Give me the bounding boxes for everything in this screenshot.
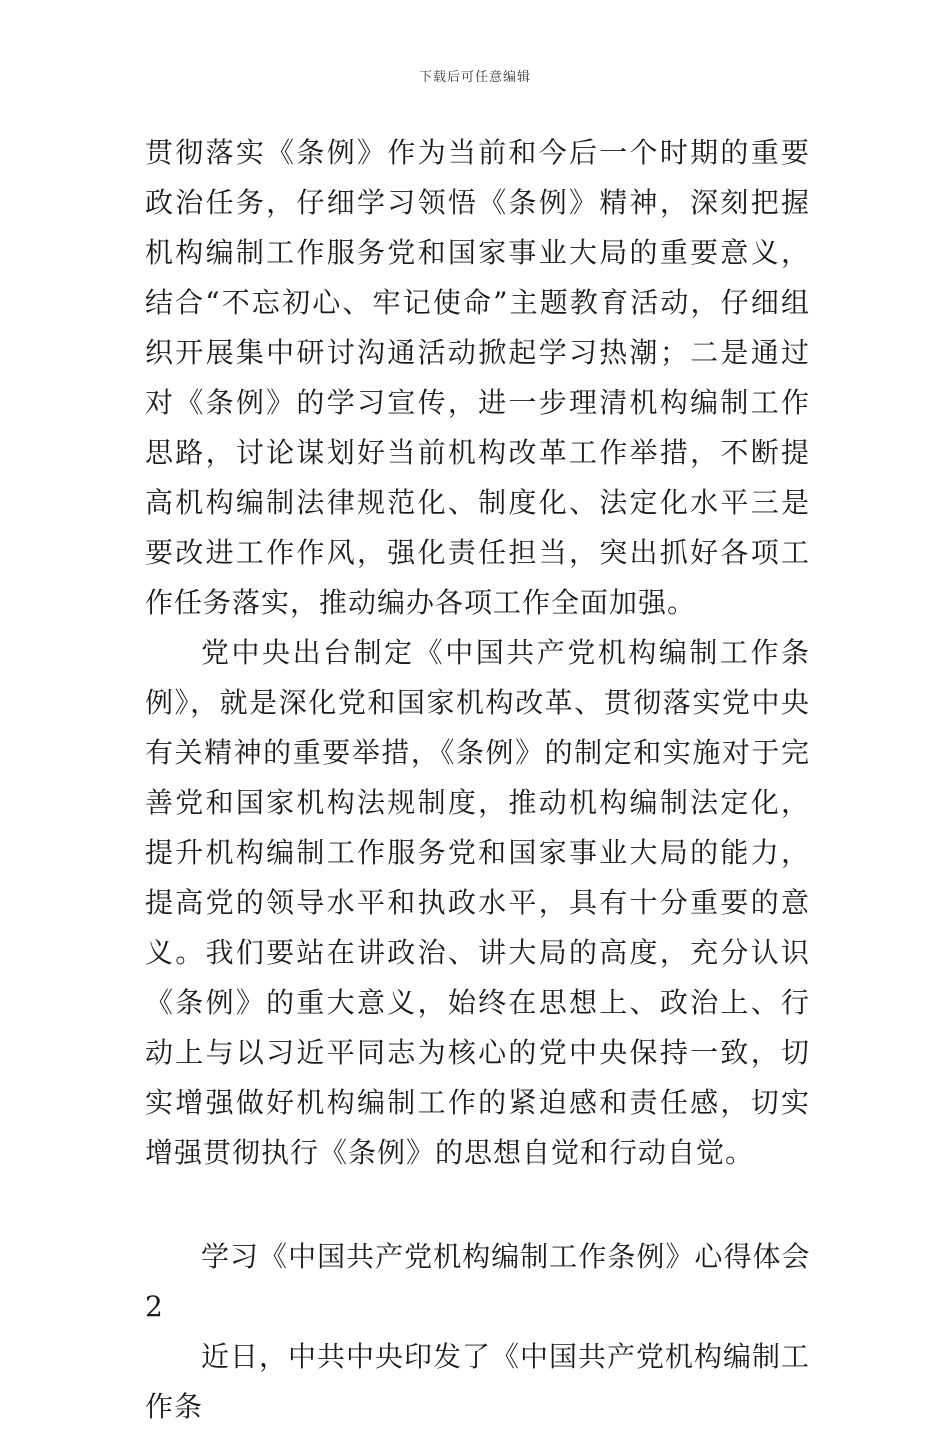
document-body [145,128,810,1432]
section-heading: 学习《中国共产党机构编制工作条例》心得体会 2 [145,1240,810,1323]
paragraph-2: 党中央出台制定《中国共产党机构编制工作条例》，就是深化党和国家机构改革、贯彻落实党中央有关精神的重要举措，《条例》的制定和实施对于完善党和国家机构法规制度，推动机构编制法定化，提升机构编制工作服务党和国家事业大局的能力，提高党的领导水平和执政水平，具有十分重要的意义。我们要站在讲政治、讲大局的高度，充分认识《条例》的重大意义，始终在思想上、政治上、行动上与以习近平同志为核心的党中央保持一致，切实增强做好机构编制工作的紧迫感和责任感，切实增强贯彻执行《条例》的思想自觉和行动自觉。 [145,636,810,1169]
paragraph-1: 贯彻落实《条例》作为当前和今后一个时期的重要政治任务，仔细学习领悟《条例》精神，深刻把握机构编制工作服务党和国家事业大局的重要意义，结合“不忘初心、牢记使命”主题教育活动，仔细组织开展集中研讨沟通活动掀起学习热潮；二是通过对《条例》的学习宣传，进一步理清机构编制工作思路，讨论谋划好当前机构改革工作举措，不断提高机构编制法律规范化、制度化、法定化水平三是要改进工作作风，强化责任担当，突出抓好各项工作任务落实，推动编办各项工作全面加强。 [145,136,810,619]
paragraph-3: 近日，中共中央印发了《中国共产党机构编制工作条 [145,1340,811,1423]
section-spacer [145,1178,810,1232]
header-note: 下载后可任意编辑 [418,70,531,85]
